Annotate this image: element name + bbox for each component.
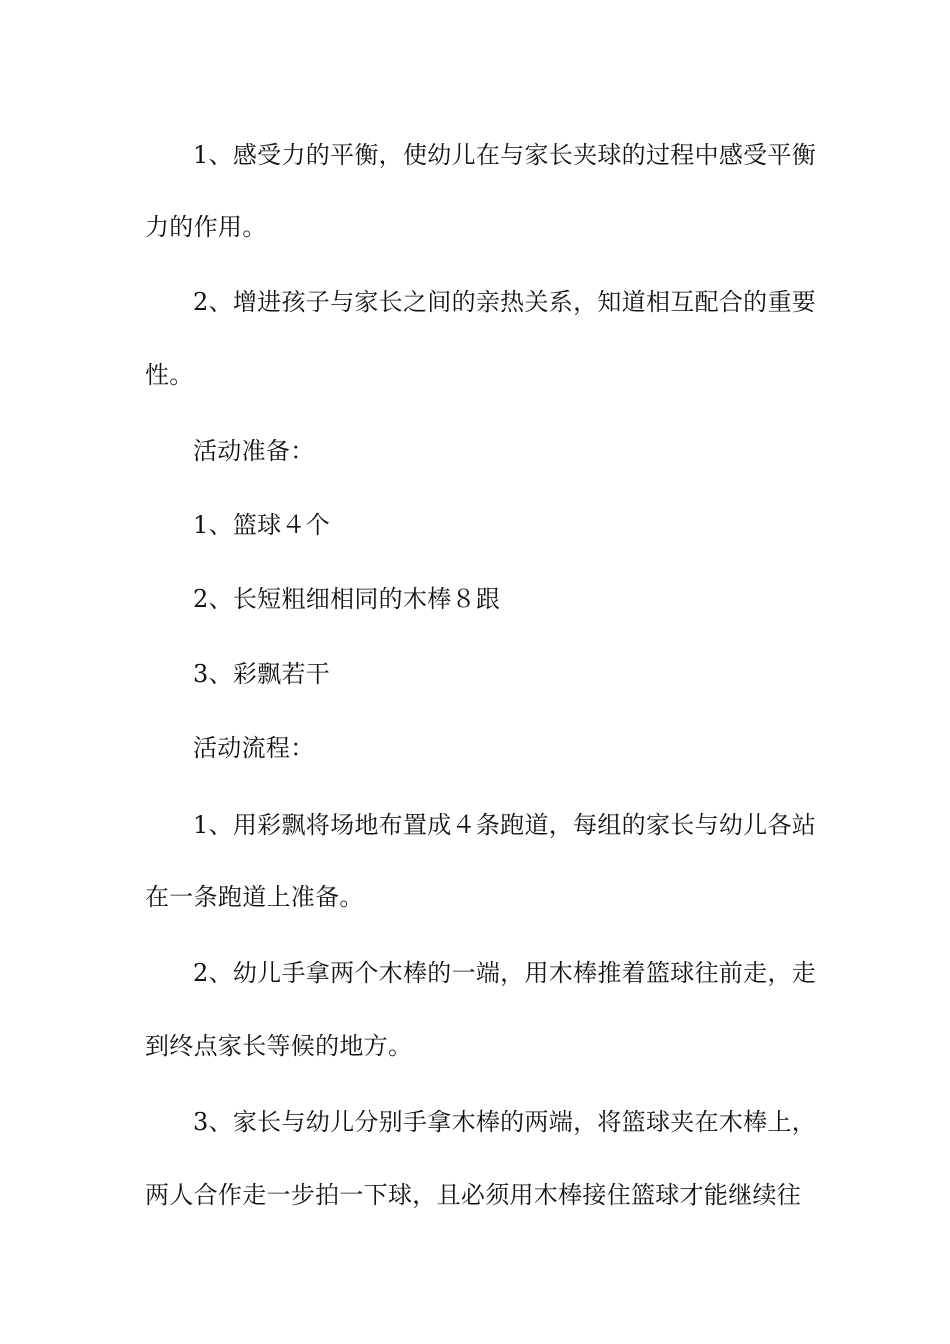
step-2-line-2: 到终点家长等候的地方。 <box>145 1032 413 1060</box>
step-1-line-2: 在一条跑道上准备。 <box>145 883 364 911</box>
section-heading-preparation: 活动准备： <box>193 437 315 465</box>
prep-item-3: 3、彩飘若干 <box>193 660 331 688</box>
step-3-line-1: 3、家长与幼儿分别手拿木棒的两端，将篮球夹在木棒上， <box>193 1108 817 1136</box>
step-3-line-2: 两人合作走一步拍一下球，且必须用木棒接住篮球才能继续往 <box>145 1181 802 1209</box>
goal-1-line-2: 力的作用。 <box>145 213 267 241</box>
section-heading-process: 活动流程： <box>193 734 315 762</box>
step-1-line-1: 1、用彩飘将场地布置成４条跑道，每组的家长与幼儿各站 <box>193 811 817 839</box>
goal-2-line-1: 2、增进孩子与家长之间的亲热关系，知道相互配合的重要 <box>193 288 817 316</box>
prep-item-1: 1、篮球４个 <box>193 511 331 539</box>
step-2-line-1: 2、幼儿手拿两个木棒的一端，用木棒推着篮球往前走，走 <box>193 959 817 987</box>
goal-1-line-1: 1、感受力的平衡，使幼儿在与家长夹球的过程中感受平衡 <box>193 141 817 169</box>
prep-item-2: 2、长短粗细相同的木棒８跟 <box>193 585 501 613</box>
goal-2-line-2: 性。 <box>145 361 194 389</box>
